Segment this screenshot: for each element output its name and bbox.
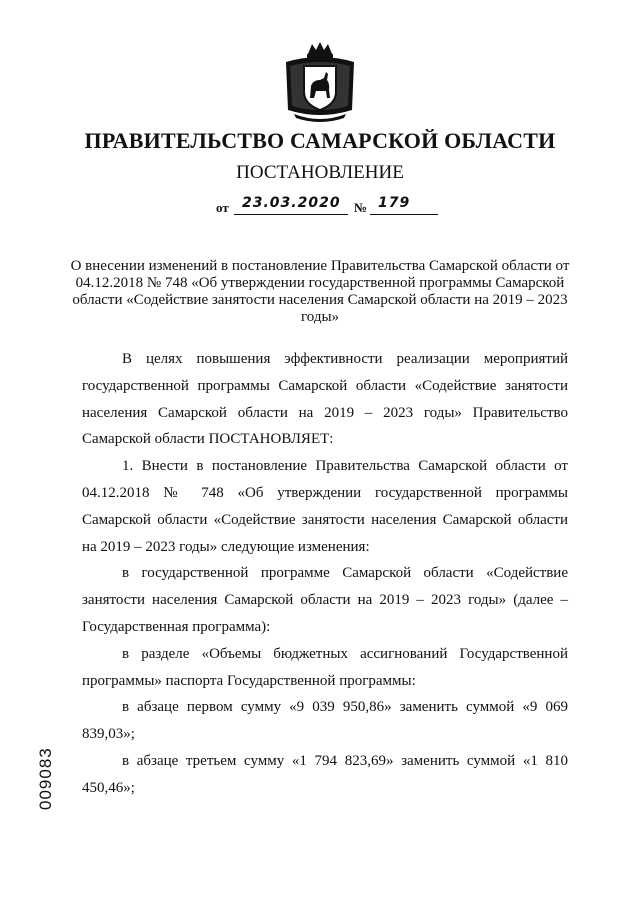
document-type: ПОСТАНОВЛЕНИЕ	[236, 162, 404, 183]
handwritten-number: 179	[378, 195, 411, 211]
document-subject: О внесении изменений в постановление Правительства Самарской области от 04.12.2018 № 748 «Об утверждении государственной программы Самарской области «Содействие занятости населения Самарской области на 2019 – 2023 годы»	[70, 258, 570, 325]
paragraph-section: в разделе «Объемы бюджетных ассигнований Государственной программы» паспорта Государственной программы:	[82, 645, 568, 689]
number-prefix: №	[354, 200, 368, 215]
side-serial-number: 009083	[36, 747, 55, 810]
handwritten-date: 23.03.2020	[242, 195, 341, 211]
coat-of-arms-icon	[280, 40, 360, 122]
paragraph-third-abzac: в абзаце третьем сумму «1 794 823,69» заменить суммой «1 810 450,46»;	[82, 752, 568, 796]
government-title: ПРАВИТЕЛЬСТВО САМАРСКОЙ ОБЛАСТИ	[84, 128, 556, 153]
paragraph-preamble: В целях повышения эффективности реализации мероприятий государственной программы Самарской области «Содействие занятости населения Самарской области на 2019 – 2023 годы» Правительство Самарской области ПОСТАНОВЛЯЕТ:	[82, 351, 568, 448]
document-body	[82, 346, 568, 802]
date-number-line	[216, 194, 436, 218]
date-prefix: от	[216, 200, 229, 215]
paragraph-program: в государственной программе Самарской области «Содействие занятости населения Самарской области на 2019 – 2023 годы» (далее – Государственная программа):	[82, 565, 568, 635]
paragraph-item-1: 1. Внести в постановление Правительства Самарской области от 04.12.2018 № 748 «Об утверждении государственной программы Самарской области «Содействие занятости населения Самарской области на 2019 – 2023 годы» следующие изменения:	[82, 458, 568, 555]
paragraph-first-abzac: в абзаце первом сумму «9 039 950,86» заменить суммой «9 069 839,03»;	[82, 699, 568, 743]
number-field	[370, 194, 438, 215]
date-field	[234, 194, 348, 215]
